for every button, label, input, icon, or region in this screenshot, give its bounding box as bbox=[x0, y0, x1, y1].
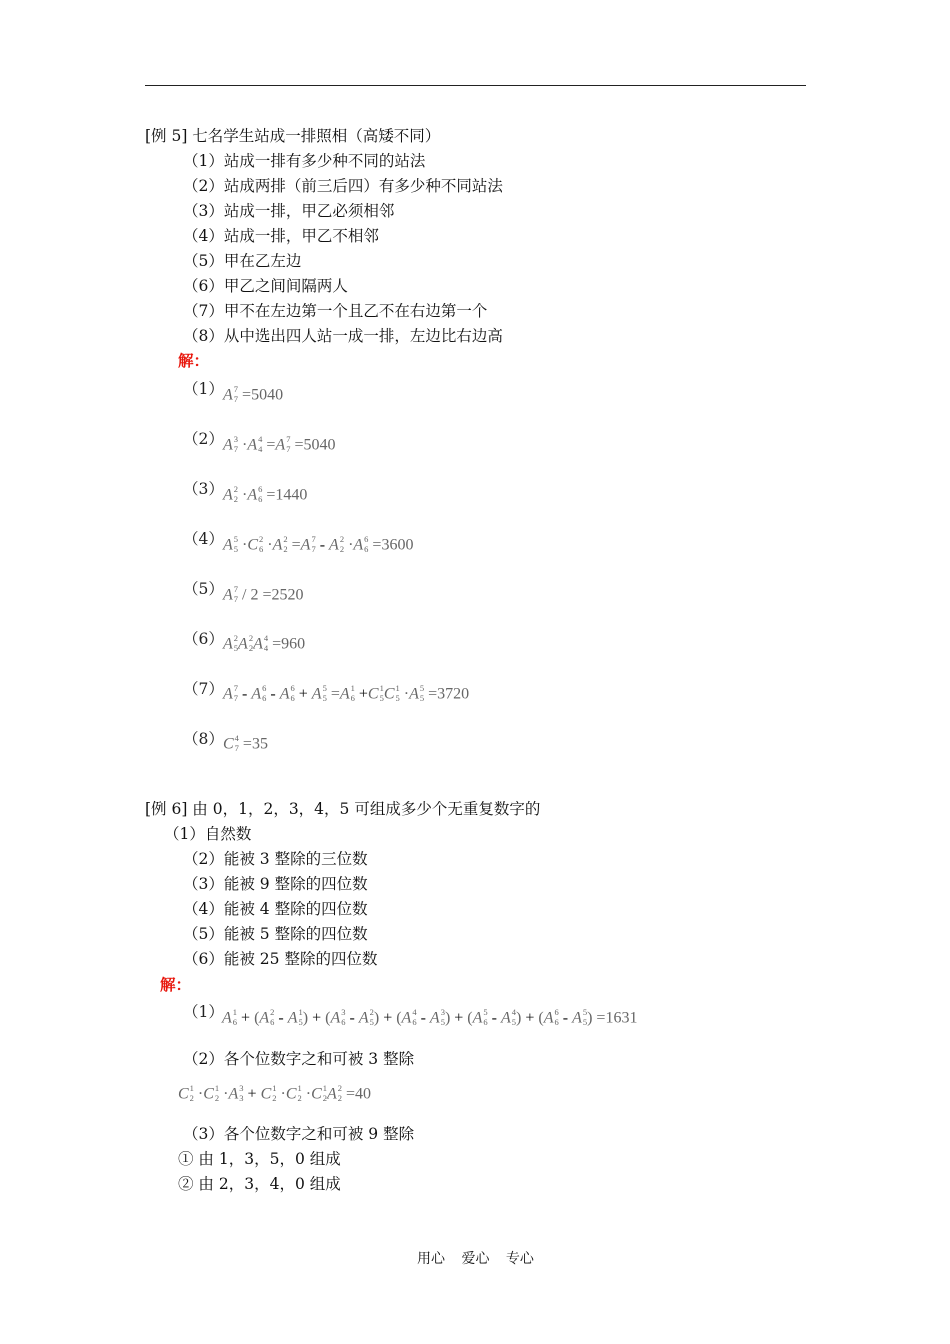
answer-label: （8） bbox=[183, 730, 224, 748]
example6-answer3-text: （3）各个位数字之和可被 9 整除 bbox=[183, 1125, 415, 1143]
header-rule bbox=[145, 85, 806, 86]
example5-solution-label: 解： bbox=[178, 351, 210, 370]
example6-item-5: （5）能被 5 整除的四位数 bbox=[183, 925, 368, 943]
example6-answer2-text: （2）各个位数字之和可被 3 整除 bbox=[183, 1050, 415, 1068]
example5-item-4: （4）站成一排，甲乙不相邻 bbox=[183, 227, 379, 245]
formula-6-result: 960 bbox=[281, 635, 306, 653]
answer-label: （7） bbox=[183, 680, 224, 698]
formula-6-2: C 1 2 ·C 1 2 ·A 3 3 + C 1 2 ·C 1 2 ·C 1 2 A 2 2 =40 bbox=[178, 1083, 372, 1103]
example6-solution-label: 解： bbox=[160, 975, 192, 994]
example5-title: [例 5] 七名学生站成一排照相（高矮不同） bbox=[145, 127, 441, 145]
formula-5: A 7 7 / 2 =2520 bbox=[223, 584, 304, 604]
example5-item-6: （6）甲乙之间间隔两人 bbox=[183, 277, 348, 295]
answer-label: （5） bbox=[183, 580, 224, 598]
example5-item-1: （1）站成一排有多少种不同的站法 bbox=[183, 152, 426, 170]
example5-item-2: （2）站成两排（前三后四）有多少种不同站法 bbox=[183, 177, 503, 195]
formula-8-result: 35 bbox=[251, 735, 268, 753]
answer-label: （6） bbox=[183, 630, 224, 648]
formula-6-2-result: 40 bbox=[355, 1085, 372, 1103]
formula-3: A 2 2 ·A 6 6 =1440 bbox=[223, 484, 308, 504]
example5-item-3: （3）站成一排，甲乙必须相邻 bbox=[183, 202, 395, 220]
formula-7-result: 3720 bbox=[437, 685, 470, 703]
example5-item-5: （5）甲在乙左边 bbox=[183, 252, 302, 270]
example6-item-1: （1）自然数 bbox=[164, 825, 252, 843]
formula-6-1-result: 1631 bbox=[605, 1009, 638, 1027]
answer-label: （1） bbox=[183, 380, 224, 398]
formula-3-result: 1440 bbox=[275, 486, 308, 504]
answer-label: （3） bbox=[183, 480, 224, 498]
example5-item-8: （8）从中选出四人站一成一排，左边比右边高 bbox=[183, 327, 503, 345]
example5-item-7: （7）甲不在左边第一个且乙不在右边第一个 bbox=[183, 302, 488, 320]
example6-title: [例 6] 由 0，1，2，3，4，5 可组成多少个无重复数字的 bbox=[145, 800, 541, 818]
formula-5-result: 2520 bbox=[271, 586, 304, 604]
example6-item-3: （3）能被 9 整除的四位数 bbox=[183, 875, 368, 893]
case-2: ② 由 2，3，4，0 组成 bbox=[178, 1175, 341, 1193]
page-footer: 用心 爱心 专心 bbox=[417, 1251, 534, 1267]
formula-6: A 2 5 A 2 2 A 4 4 =960 bbox=[223, 633, 306, 653]
formula-2-result: 5040 bbox=[303, 436, 336, 454]
formula-6-1: A 1 6 + (A 2 6 - A 1 5 ) + (A 3 6 - A 2 5 ) + (A 4 6 - A 3 5 ) + (A 5 6 - A 4 5 ) + (A 6 6 - A 5 5 ) =1631 bbox=[222, 1007, 638, 1027]
answer-label: （4） bbox=[183, 530, 224, 548]
formula-8: C 4 7 =35 bbox=[223, 733, 268, 753]
example6-item-4: （4）能被 4 整除的四位数 bbox=[183, 900, 368, 918]
answer-label: （2） bbox=[183, 430, 224, 448]
formula-7: A 7 7 - A 6 6 - A 6 6 + A 5 5 =A 1 6 +C 1 5 C 1 5 ·A 5 5 =3720 bbox=[223, 683, 470, 703]
case-1: ① 由 1，3，5，0 组成 bbox=[178, 1150, 341, 1168]
formula-1: A 7 7 =5040 bbox=[223, 384, 284, 404]
formula-4-result: 3600 bbox=[381, 536, 414, 554]
example6-item-6: （6）能被 25 整除的四位数 bbox=[183, 950, 378, 968]
answer-label: （1） bbox=[183, 1003, 224, 1021]
example6-item-2: （2）能被 3 整除的三位数 bbox=[183, 850, 368, 868]
formula-4: A 5 5 ·C 2 6 ·A 2 2 =A 7 7 - A 2 2 ·A 6 6 =3600 bbox=[223, 534, 414, 554]
formula-2: A 3 7 ·A 4 4 =A 7 7 =5040 bbox=[223, 434, 336, 454]
formula-1-result: 5040 bbox=[251, 386, 284, 404]
